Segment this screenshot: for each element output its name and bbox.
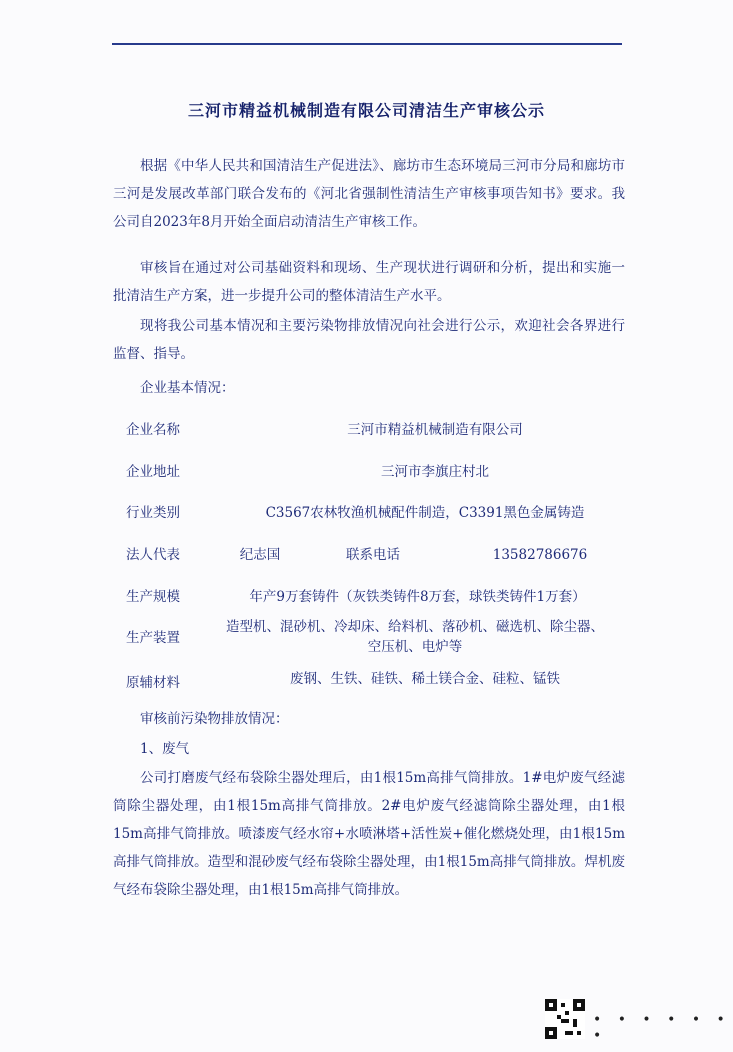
company-address-value: 三河市李旗庄村北 [381, 464, 489, 480]
intro-paragraph-2: 审核旨在通过对公司基础资料和现场、生产现状进行调研和分析，提出和实施一批清洁生产方案，进一步提升公司的整体清洁生产水平。 [113, 260, 625, 304]
document-title: 三河市精益机械制造有限公司清洁生产审核公示 [187, 101, 545, 120]
pollution-heading: 审核前污染物排放情况： [140, 711, 289, 727]
header-rule [112, 43, 622, 45]
basic-info-heading: 企业基本情况： [140, 380, 235, 396]
footer-dots: • • • • • • • [593, 1012, 731, 1044]
industry-label: 行业类别 [126, 505, 180, 521]
materials-value: 废钢、生铁、硅铁、稀土镁合金、硅粒、锰铁 [290, 671, 560, 687]
scale-label: 生产规模 [126, 589, 180, 605]
intro-paragraph-3: 现将我公司基本情况和主要污染物排放情况向社会进行公示，欢迎社会各界进行监督、指导。 [113, 318, 625, 362]
company-name-label: 企业名称 [126, 422, 180, 438]
equipment-value-line2: 空压机、电炉等 [367, 639, 463, 655]
equipment-label: 生产装置 [126, 630, 180, 646]
exhaust-paragraph: 公司打磨废气经布袋除尘器处理后，由1根15m高排气筒排放。1#电炉废气经滤筒除尘器处理，由1根15m高排气筒排放。2#电炉废气经滤筒除尘器处理，由1根15m高排气筒排放。喷漆废气经水帘+水喷淋塔+活性炭+催化燃烧处理，由1根15m高排气筒排放。造型和混砂废气经布袋除尘器处理，由1根15m高排气筒排放。焊机废气经布袋除尘器处理，由1根15m高排气筒排放。 [113, 770, 625, 898]
industry-value: C3567农林牧渔机械配件制造，C3391黑色金属铸造 [265, 505, 585, 521]
phone-value: 13582786676 [492, 547, 588, 563]
materials-label: 原辅材料 [126, 675, 180, 691]
company-address-label: 企业地址 [126, 464, 180, 480]
legal-rep-label: 法人代表 [126, 547, 180, 563]
exhaust-heading: 1、废气 [140, 741, 190, 757]
company-name-value: 三河市精益机械制造有限公司 [347, 422, 523, 438]
intro-paragraph-1: 根据《中华人民共和国清洁生产促进法》、廊坊市生态环境局三河市分局和廊坊市三河是发展改革部门联合发布的《河北省强制性清洁生产审核事项告知书》要求。我公司自2023年8月开始全面启动清洁生产审核工作。 [113, 158, 625, 230]
scale-value: 年产9万套铸件（灰铁类铸件8万套，球铁类铸件1万套） [249, 589, 586, 605]
legal-rep-value: 纪志国 [239, 547, 281, 563]
phone-label: 联系电话 [346, 547, 400, 563]
equipment-value-line1: 造型机、混砂机、冷却床、给料机、落砂机、磁选机、除尘器、 [226, 619, 604, 635]
qr-code-icon [545, 999, 585, 1039]
